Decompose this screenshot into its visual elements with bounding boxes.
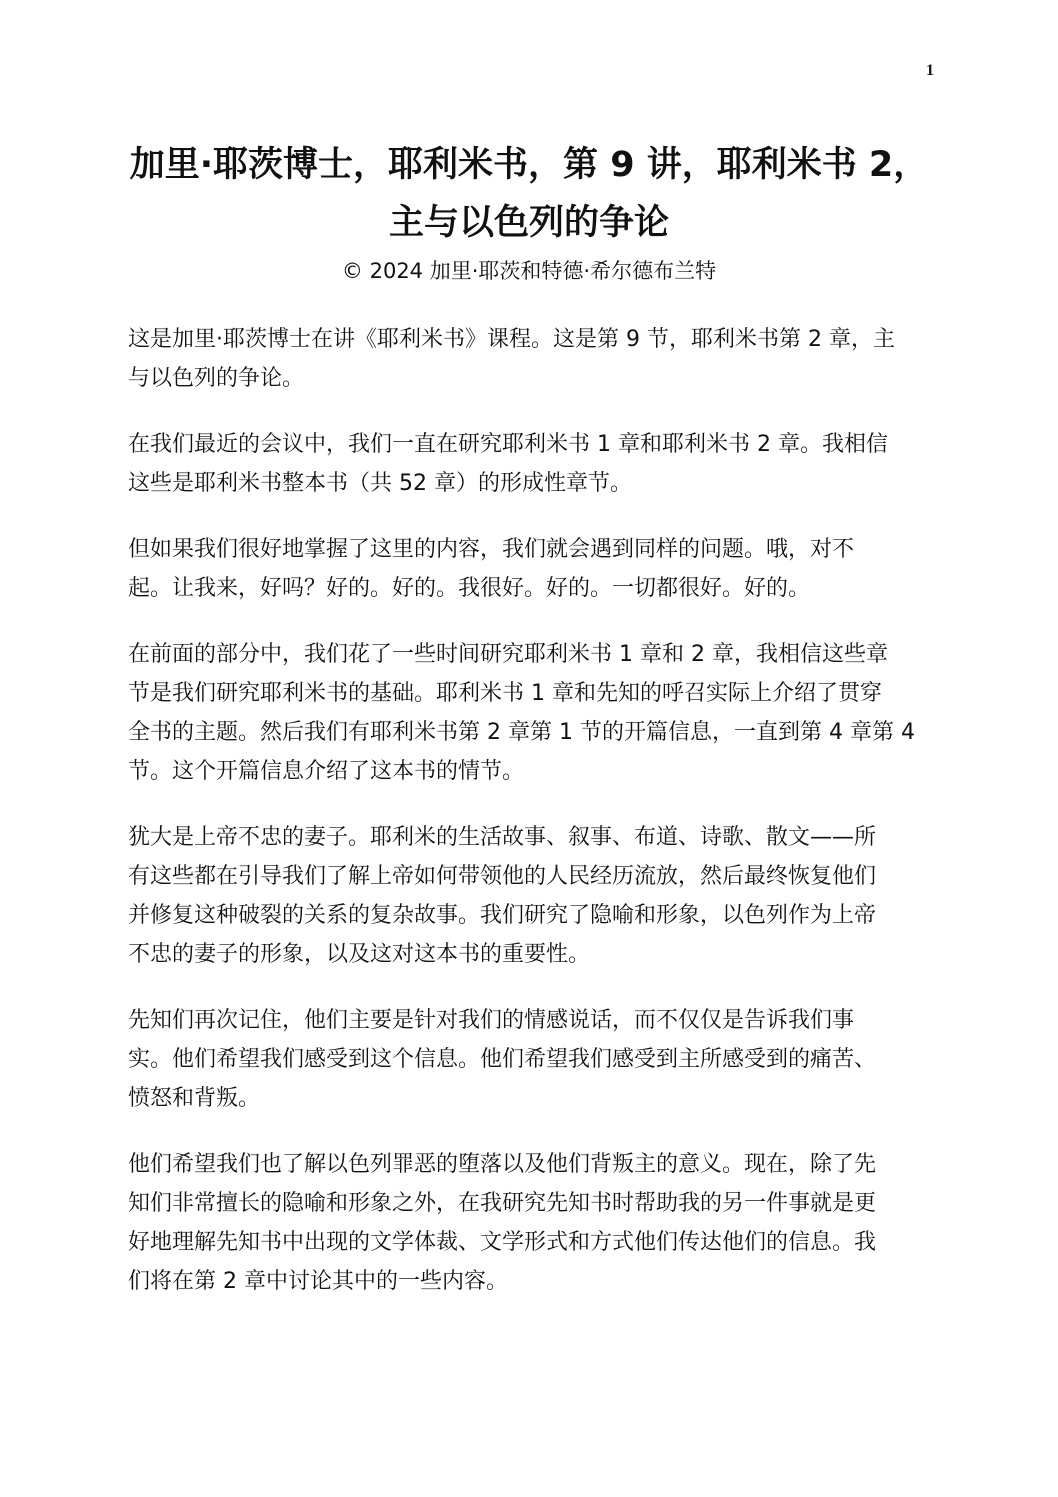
paragraph-line: 知们非常擅长的隐喻和形象之外，在我研究先知书时帮助我的另一件事就是更 bbox=[128, 1191, 877, 1216]
copyright-line: © 2024 加里·耶茨和特德·希尔德布兰特 bbox=[341, 259, 717, 283]
paragraph-line: 这是加里·耶茨博士在讲《耶利米书》课程。这是第 9 节，耶利米书第 2 章，主 bbox=[128, 327, 895, 352]
paragraph-line: 与以色列的争论。 bbox=[128, 366, 305, 391]
paragraph-5 bbox=[128, 818, 928, 974]
paragraph-line: 实。他们希望我们感受到这个信息。他们希望我们感受到主所感受到的痛苦、 bbox=[128, 1047, 877, 1072]
paragraph-line: 们将在第 2 章中讨论其中的一些内容。 bbox=[128, 1269, 508, 1294]
paragraph-4 bbox=[128, 635, 928, 791]
body-text bbox=[128, 320, 928, 1328]
paragraph-line: 有这些都在引导我们了解上帝如何带领他的人民经历流放，然后最终恢复他们 bbox=[128, 864, 877, 889]
paragraph-line: 先知们再次记住，他们主要是针对我们的情感说话，而不仅仅是告诉我们事 bbox=[128, 1008, 855, 1033]
title-line-1: 加里·耶茨博士，耶利米书，第 9 讲，耶利米书 2， bbox=[129, 145, 929, 185]
title-block bbox=[110, 136, 948, 288]
page-number: 1 bbox=[926, 62, 934, 79]
title-line-2: 主与以色列的争论 bbox=[388, 203, 669, 243]
paragraph-1 bbox=[128, 320, 928, 398]
paragraph-line: 这些是耶利米书整本书（共 52 章）的形成性章节。 bbox=[128, 471, 632, 496]
paragraph-line: 全书的主题。然后我们有耶利米书第 2 章第 1 节的开篇信息，一直到第 4 章第 4 bbox=[128, 720, 915, 745]
paragraph-line: 愤怒和背叛。 bbox=[128, 1086, 261, 1111]
paragraph-line: 节。这个开篇信息介绍了这本书的情节。 bbox=[128, 759, 525, 784]
paragraph-3 bbox=[128, 530, 928, 608]
paragraph-line: 但如果我们很好地掌握了这里的内容，我们就会遇到同样的问题。哦，对不 bbox=[128, 537, 855, 562]
paragraph-6 bbox=[128, 1001, 928, 1118]
paragraph-line: 他们希望我们也了解以色列罪恶的堕落以及他们背叛主的意义。现在，除了先 bbox=[128, 1152, 877, 1177]
paragraph-line: 并修复这种破裂的关系的复杂故事。我们研究了隐喻和形象，以色列作为上帝 bbox=[128, 903, 877, 928]
paragraph-2 bbox=[128, 425, 928, 503]
paragraph-line: 节是我们研究耶利米书的基础。耶利米书 1 章和先知的呼召实际上介绍了贯穿 bbox=[128, 681, 882, 706]
paragraph-line: 犹大是上帝不忠的妻子。耶利米的生活故事、叙事、布道、诗歌、散文——所 bbox=[128, 825, 877, 850]
paragraph-line: 不忠的妻子的形象，以及这对这本书的重要性。 bbox=[128, 942, 591, 967]
paragraph-line: 好地理解先知书中出现的文学体裁、文学形式和方式他们传达他们的信息。我 bbox=[128, 1230, 877, 1255]
paragraph-line: 起。让我来，好吗？好的。好的。我很好。好的。一切都很好。好的。 bbox=[128, 576, 811, 601]
paragraph-7 bbox=[128, 1145, 928, 1301]
paragraph-line: 在前面的部分中，我们花了一些时间研究耶利米书 1 章和 2 章，我相信这些章 bbox=[128, 642, 888, 667]
paragraph-line: 在我们最近的会议中，我们一直在研究耶利米书 1 章和耶利米书 2 章。我相信 bbox=[128, 432, 888, 457]
